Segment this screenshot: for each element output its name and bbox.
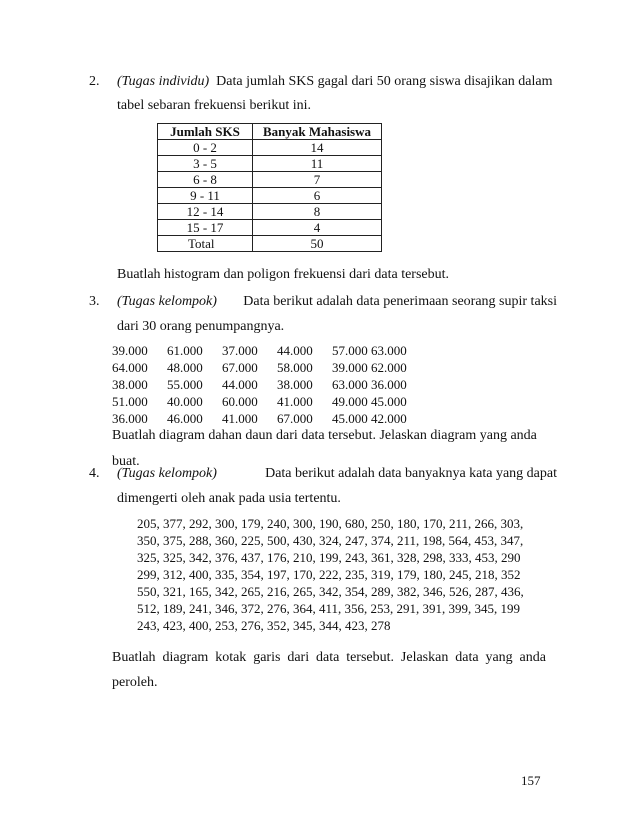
q4-line1: Data berikut adalah data banyaknya kata yang dapat: [265, 466, 557, 481]
q2-line2: tabel sebaran frekuensi berikut ini.: [117, 98, 311, 113]
q4-number: 4.: [89, 466, 100, 481]
data-line: 512, 189, 241, 346, 372, 276, 364, 411, 356, 253, 291, 391, 399, 345, 199: [137, 601, 521, 616]
table-cell: 6 - 8: [158, 172, 253, 188]
data-line: 550, 321, 165, 342, 265, 216, 265, 342, 354, 289, 382, 346, 526, 287, 436,: [137, 584, 524, 599]
data-cell: 39.000: [112, 343, 148, 358]
table-cell: 0 - 2: [158, 140, 253, 156]
data-row: [112, 359, 452, 376]
table-cell: 6: [253, 188, 382, 204]
frequency-table: [157, 123, 382, 252]
q2-number: 2.: [89, 74, 100, 89]
data-cell: 58.000: [277, 360, 313, 375]
q4-line2: dimengerti oleh anak pada usia tertentu.: [117, 491, 341, 506]
data-cell: 44.000: [277, 343, 313, 358]
taxi-income-data: [112, 342, 452, 427]
data-cell: 61.000: [167, 343, 203, 358]
table-cell: 3 - 5: [158, 156, 253, 172]
q3-line2: dari 30 orang penumpangnya.: [117, 319, 285, 334]
q3-number: 3.: [89, 294, 100, 309]
table-cell: 8: [253, 204, 382, 220]
data-cell: 41.000: [277, 394, 313, 409]
data-row: [112, 376, 452, 393]
table-row: [158, 220, 382, 236]
q4-first-line: [117, 465, 557, 483]
data-line: 299, 312, 400, 335, 354, 197, 170, 222, 235, 319, 179, 180, 245, 218, 352: [137, 567, 521, 582]
table-header-cell: Banyak Mahasiswa: [253, 124, 382, 140]
data-cell: 64.000: [112, 360, 148, 375]
data-cell: 51.000: [112, 394, 148, 409]
table-header-cell: Jumlah SKS: [158, 124, 253, 140]
data-cell: 67.000: [277, 411, 313, 426]
q2-instruction: Buatlah histogram dan poligon frekuensi dari data tersebut.: [117, 267, 450, 282]
data-row: [112, 410, 452, 427]
table-row: [158, 140, 382, 156]
table-cell: 14: [253, 140, 382, 156]
q3-instruction-line1: Buatlah diagram dahan daun dari data tersebut. Jelaskan diagram yang anda: [112, 428, 537, 443]
table-cell: 4: [253, 220, 382, 236]
data-cell: 44.000: [222, 377, 258, 392]
word-count-data: [137, 515, 524, 634]
table-total-row: [158, 236, 382, 252]
data-cell: 38.000: [112, 377, 148, 392]
table-cell: 50: [253, 236, 382, 252]
data-cell: 45.000 42.000: [332, 411, 407, 426]
q2-first-line: [117, 73, 553, 91]
table-row: [158, 156, 382, 172]
table-cell: 11: [253, 156, 382, 172]
data-line: 243, 423, 400, 253, 276, 352, 345, 344, 423, 278: [137, 618, 391, 633]
table-row: [158, 188, 382, 204]
data-cell: 38.000: [277, 377, 313, 392]
q3-line1: Data berikut adalah data penerimaan seorang supir taksi: [243, 294, 557, 309]
q2-line1: Data jumlah SKS gagal dari 50 orang siswa disajikan dalam: [216, 74, 553, 89]
data-cell: 57.000 63.000: [332, 343, 407, 358]
q2-label: (Tugas individu): [117, 74, 210, 89]
data-cell: 55.000: [167, 377, 203, 392]
data-cell: 41.000: [222, 411, 258, 426]
data-cell: 37.000: [222, 343, 258, 358]
data-cell: 49.000 45.000: [332, 394, 407, 409]
q3-label: (Tugas kelompok): [117, 294, 217, 309]
data-cell: 36.000: [112, 411, 148, 426]
table-cell: 9 - 11: [158, 188, 253, 204]
data-cell: 40.000: [167, 394, 203, 409]
data-row: [112, 393, 452, 410]
data-cell: 67.000: [222, 360, 258, 375]
table-header-row: [158, 124, 382, 140]
table-cell: Total: [158, 236, 253, 252]
q4-instruction-line1: [112, 649, 546, 667]
data-cell: 46.000: [167, 411, 203, 426]
q3-instruction-line2: buat.: [112, 454, 140, 469]
table-row: [158, 172, 382, 188]
table-cell: 12 - 14: [158, 204, 253, 220]
q3-first-line: [117, 293, 557, 311]
data-line: 350, 375, 288, 360, 225, 500, 430, 324, 247, 374, 211, 198, 564, 453, 347,: [137, 533, 524, 548]
data-line: 325, 325, 342, 376, 437, 176, 210, 199, 243, 361, 328, 298, 333, 453, 290: [137, 550, 521, 565]
table-cell: 7: [253, 172, 382, 188]
q4-label: (Tugas kelompok): [117, 466, 217, 481]
data-cell: 39.000 62.000: [332, 360, 407, 375]
page-number: 157: [521, 773, 541, 788]
data-cell: 60.000: [222, 394, 258, 409]
table-row: [158, 204, 382, 220]
data-cell: 63.000 36.000: [332, 377, 407, 392]
q4-instruction-text: Buatlah diagram kotak garis dari data tersebut. Jelaskan data yang anda: [112, 650, 546, 665]
data-line: 205, 377, 292, 300, 179, 240, 300, 190, 680, 250, 180, 170, 211, 266, 303,: [137, 516, 524, 531]
q4-instruction-line2: peroleh.: [112, 675, 158, 690]
data-cell: 48.000: [167, 360, 203, 375]
table-cell: 15 - 17: [158, 220, 253, 236]
data-row: [112, 342, 452, 359]
